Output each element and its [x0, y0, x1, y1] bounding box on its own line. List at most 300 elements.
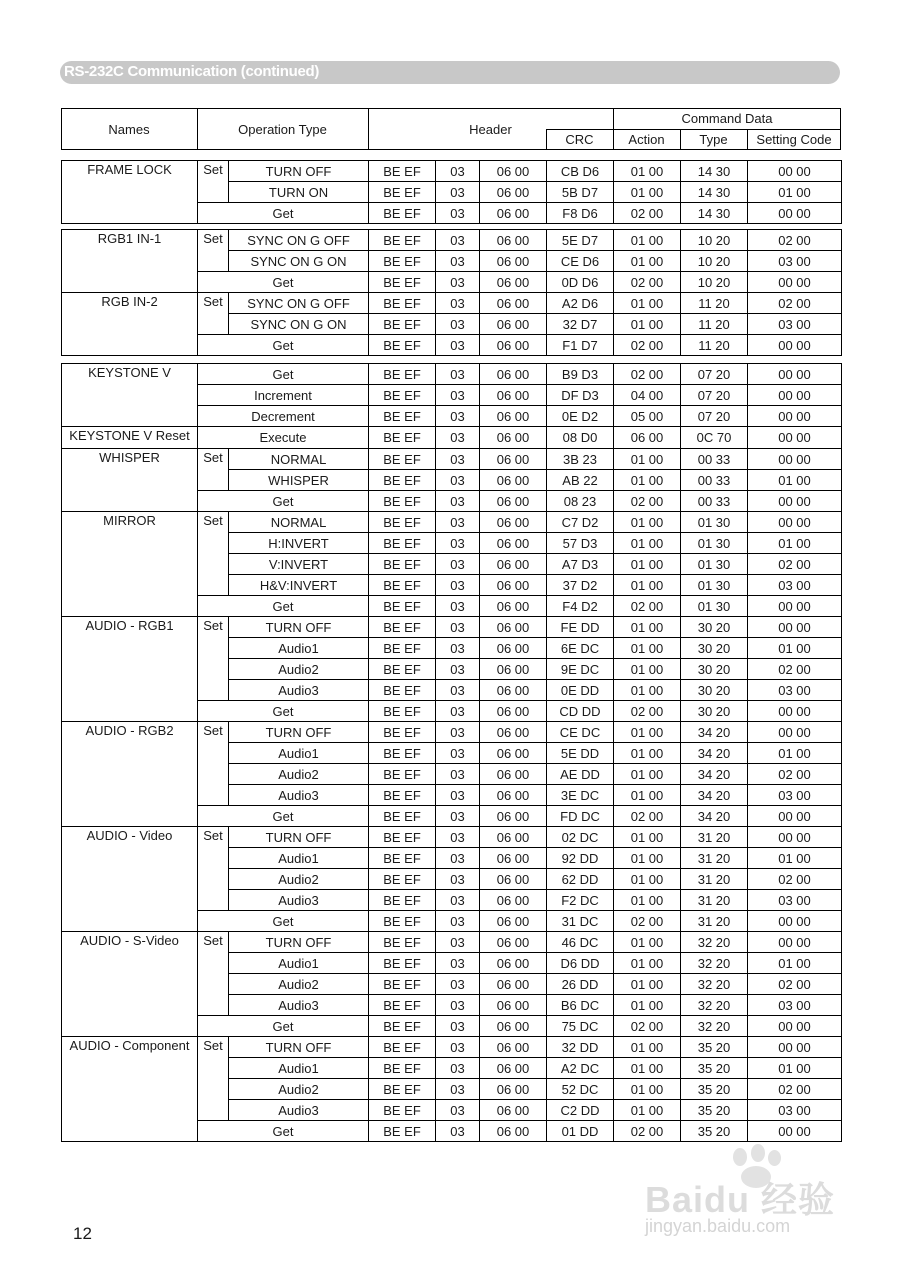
action-value: 01 00 [614, 1058, 681, 1079]
setting-code-value: 00 00 [748, 406, 842, 427]
operation: Get [198, 364, 369, 385]
type-value: 31 20 [681, 869, 748, 890]
type-value: 11 20 [681, 314, 748, 335]
watermark-logo: Baidu 经验 [645, 1179, 836, 1220]
header-id: 06 00 [480, 638, 547, 659]
type-value: 10 20 [681, 272, 748, 293]
header-bytes: BE EF [369, 533, 436, 554]
type-value: 35 20 [681, 1058, 748, 1079]
header-bytes: BE EF [369, 1079, 436, 1100]
type-value: 34 20 [681, 764, 748, 785]
set-label: Set [198, 1037, 229, 1121]
header-size: 03 [436, 764, 480, 785]
header-id: 06 00 [480, 827, 547, 848]
setting-code-value: 02 00 [748, 230, 842, 251]
table-row [62, 364, 842, 385]
action-value: 01 00 [614, 974, 681, 995]
setting-code-value: 00 00 [748, 827, 842, 848]
set-label: Set [198, 230, 229, 272]
operation: Audio2 [229, 869, 369, 890]
action-value: 04 00 [614, 385, 681, 406]
page-number: 12 [73, 1224, 92, 1243]
crc-value: 3E DC [547, 785, 614, 806]
header-bytes: BE EF [369, 701, 436, 722]
type-value: 01 30 [681, 575, 748, 596]
operation: Audio2 [229, 974, 369, 995]
action-value: 02 00 [614, 1016, 681, 1037]
operation: V:INVERT [229, 554, 369, 575]
crc-value: F4 D2 [547, 596, 614, 617]
table-row [62, 449, 842, 470]
action-value: 01 00 [614, 470, 681, 491]
crc-value: 75 DC [547, 1016, 614, 1037]
header-size: 03 [436, 743, 480, 764]
crc-value: C2 DD [547, 1100, 614, 1121]
header-bytes: BE EF [369, 314, 436, 335]
action-value: 01 00 [614, 953, 681, 974]
setting-code-value: 01 00 [748, 533, 842, 554]
type-value: 35 20 [681, 1100, 748, 1121]
type-value: 0C 70 [681, 427, 748, 449]
watermark [645, 1148, 845, 1248]
header-size: 03 [436, 827, 480, 848]
type-value: 31 20 [681, 911, 748, 932]
header-size: 03 [436, 470, 480, 491]
type-value: 31 20 [681, 848, 748, 869]
header-bytes: BE EF [369, 743, 436, 764]
header-bytes: BE EF [369, 1121, 436, 1142]
operation: Get [198, 1121, 369, 1142]
table-row [62, 1037, 842, 1058]
operation: SYNC ON G OFF [229, 293, 369, 314]
header-bytes: BE EF [369, 293, 436, 314]
header-size: 03 [436, 995, 480, 1016]
operation: Get [198, 272, 369, 293]
setting-code-value: 03 00 [748, 251, 842, 272]
operation: Increment [198, 385, 369, 406]
setting-code-value: 02 00 [748, 659, 842, 680]
action-value: 01 00 [614, 1079, 681, 1100]
crc-value: DF D3 [547, 385, 614, 406]
crc-value: A2 DC [547, 1058, 614, 1079]
operation: Audio3 [229, 995, 369, 1016]
header-bytes: BE EF [369, 764, 436, 785]
action-value: 01 00 [614, 314, 681, 335]
type-value: 07 20 [681, 406, 748, 427]
header-size: 03 [436, 785, 480, 806]
header-bytes: BE EF [369, 848, 436, 869]
operation: Audio1 [229, 1058, 369, 1079]
setting-code-value: 02 00 [748, 1079, 842, 1100]
header-id: 06 00 [480, 364, 547, 385]
setting-code-value: 03 00 [748, 890, 842, 911]
type-value: 10 20 [681, 230, 748, 251]
header-size: 03 [436, 1037, 480, 1058]
type-value: 11 20 [681, 293, 748, 314]
type-value: 01 30 [681, 512, 748, 533]
setting-code-value: 00 00 [748, 203, 842, 224]
header-bytes: BE EF [369, 890, 436, 911]
setting-code-value: 02 00 [748, 974, 842, 995]
action-value: 01 00 [614, 932, 681, 953]
type-value: 01 30 [681, 596, 748, 617]
header-size: 03 [436, 974, 480, 995]
setting-code-value: 02 00 [748, 869, 842, 890]
crc-value: 62 DD [547, 869, 614, 890]
header-id: 06 00 [480, 701, 547, 722]
setting-code-value: 03 00 [748, 575, 842, 596]
set-label: Set [198, 617, 229, 701]
operation: Audio3 [229, 890, 369, 911]
operation: Audio1 [229, 848, 369, 869]
header-size: 03 [436, 701, 480, 722]
header-id: 06 00 [480, 785, 547, 806]
header-id: 06 00 [480, 512, 547, 533]
command-name: RGB IN-2 [62, 293, 198, 356]
setting-code-value: 01 00 [748, 182, 842, 203]
header-size: 03 [436, 1121, 480, 1142]
action-value: 01 00 [614, 869, 681, 890]
header-bytes: BE EF [369, 911, 436, 932]
action-value: 01 00 [614, 827, 681, 848]
action-value: 01 00 [614, 293, 681, 314]
header-size: 03 [436, 427, 480, 449]
crc-value: F2 DC [547, 890, 614, 911]
action-value: 01 00 [614, 722, 681, 743]
action-value: 01 00 [614, 680, 681, 701]
header-id: 06 00 [480, 533, 547, 554]
setting-code-value: 00 00 [748, 701, 842, 722]
crc-value: 08 23 [547, 491, 614, 512]
setting-code-value: 01 00 [748, 848, 842, 869]
operation: Audio1 [229, 743, 369, 764]
type-value: 34 20 [681, 785, 748, 806]
header-size: 03 [436, 533, 480, 554]
crc-value: CD DD [547, 701, 614, 722]
action-value: 02 00 [614, 335, 681, 356]
type-value: 30 20 [681, 680, 748, 701]
command-name: KEYSTONE V [62, 364, 198, 427]
operation: TURN OFF [229, 722, 369, 743]
type-value: 31 20 [681, 890, 748, 911]
crc-value: FD DC [547, 806, 614, 827]
operation: Audio3 [229, 785, 369, 806]
table-row [62, 161, 842, 182]
header-bytes: BE EF [369, 364, 436, 385]
action-value: 01 00 [614, 743, 681, 764]
crc-value: A7 D3 [547, 554, 614, 575]
type-value: 35 20 [681, 1079, 748, 1100]
header-size: 03 [436, 659, 480, 680]
setting-code-value: 01 00 [748, 638, 842, 659]
action-value: 01 00 [614, 251, 681, 272]
header-bytes: BE EF [369, 182, 436, 203]
header-bytes: BE EF [369, 575, 436, 596]
type-value: 07 20 [681, 364, 748, 385]
command-name: AUDIO - RGB1 [62, 617, 198, 722]
type-value: 14 30 [681, 161, 748, 182]
action-value: 01 00 [614, 575, 681, 596]
header-id: 06 00 [480, 203, 547, 224]
header-bytes: BE EF [369, 1100, 436, 1121]
operation: Audio1 [229, 638, 369, 659]
setting-code-value: 00 00 [748, 596, 842, 617]
table-header [61, 108, 841, 150]
header-size: 03 [436, 314, 480, 335]
operation: TURN ON [229, 182, 369, 203]
crc-value: A2 D6 [547, 293, 614, 314]
crc-value: B9 D3 [547, 364, 614, 385]
set-label: Set [198, 293, 229, 335]
crc-value: F1 D7 [547, 335, 614, 356]
header-size: 03 [436, 406, 480, 427]
type-value: 35 20 [681, 1121, 748, 1142]
operation: TURN OFF [229, 827, 369, 848]
header-id: 06 00 [480, 764, 547, 785]
type-value: 30 20 [681, 659, 748, 680]
crc-value: 02 DC [547, 827, 614, 848]
header-id: 06 00 [480, 1016, 547, 1037]
header-size: 03 [436, 638, 480, 659]
header-size: 03 [436, 182, 480, 203]
command-name: FRAME LOCK [62, 161, 198, 224]
header-id: 06 00 [480, 932, 547, 953]
header-bytes: BE EF [369, 953, 436, 974]
command-table-frame-lock [61, 160, 842, 224]
operation: TURN OFF [229, 617, 369, 638]
header-size: 03 [436, 932, 480, 953]
operation: SYNC ON G ON [229, 251, 369, 272]
header-id: 06 00 [480, 1079, 547, 1100]
header-id: 06 00 [480, 848, 547, 869]
action-value: 01 00 [614, 182, 681, 203]
header-id: 06 00 [480, 743, 547, 764]
setting-code-value: 00 00 [748, 932, 842, 953]
header-action: Action [628, 132, 665, 147]
header-id: 06 00 [480, 659, 547, 680]
header-bytes: BE EF [369, 659, 436, 680]
setting-code-value: 03 00 [748, 314, 842, 335]
header-bytes: BE EF [369, 638, 436, 659]
crc-value: 92 DD [547, 848, 614, 869]
crc-value: 52 DC [547, 1079, 614, 1100]
header-bytes: BE EF [369, 335, 436, 356]
crc-value: 0E DD [547, 680, 614, 701]
setting-code-value: 00 00 [748, 512, 842, 533]
header-size: 03 [436, 554, 480, 575]
command-table-rgb-input [61, 229, 842, 356]
command-name: RGB1 IN-1 [62, 230, 198, 293]
operation: SYNC ON G OFF [229, 230, 369, 251]
crc-value: CE DC [547, 722, 614, 743]
crc-value: 5E D7 [547, 230, 614, 251]
operation: H&V:INVERT [229, 575, 369, 596]
type-value: 01 30 [681, 554, 748, 575]
setting-code-value: 00 00 [748, 1037, 842, 1058]
set-label: Set [198, 932, 229, 1016]
crc-value: 0E D2 [547, 406, 614, 427]
header-bytes: BE EF [369, 470, 436, 491]
header-size: 03 [436, 575, 480, 596]
crc-value: 37 D2 [547, 575, 614, 596]
operation: Audio2 [229, 1079, 369, 1100]
type-value: 00 33 [681, 449, 748, 470]
type-value: 10 20 [681, 251, 748, 272]
action-value: 01 00 [614, 512, 681, 533]
action-value: 01 00 [614, 161, 681, 182]
operation: Get [198, 335, 369, 356]
crc-value: C7 D2 [547, 512, 614, 533]
header-bytes: BE EF [369, 203, 436, 224]
action-value: 02 00 [614, 911, 681, 932]
header-bytes: BE EF [369, 1037, 436, 1058]
operation: H:INVERT [229, 533, 369, 554]
operation: Audio3 [229, 680, 369, 701]
table-row [62, 512, 842, 533]
action-value: 02 00 [614, 806, 681, 827]
header-bytes: BE EF [369, 680, 436, 701]
setting-code-value: 00 00 [748, 427, 842, 449]
setting-code-value: 00 00 [748, 1121, 842, 1142]
header-bytes: BE EF [369, 491, 436, 512]
header-header: Header [469, 121, 512, 137]
action-value: 02 00 [614, 272, 681, 293]
setting-code-value: 03 00 [748, 995, 842, 1016]
table-row [62, 293, 842, 314]
action-value: 01 00 [614, 659, 681, 680]
header-size: 03 [436, 1100, 480, 1121]
table-row [62, 427, 842, 449]
header-id: 06 00 [480, 491, 547, 512]
header-bytes: BE EF [369, 932, 436, 953]
header-id: 06 00 [480, 911, 547, 932]
setting-code-value: 03 00 [748, 680, 842, 701]
type-value: 00 33 [681, 470, 748, 491]
operation: Audio2 [229, 659, 369, 680]
action-value: 05 00 [614, 406, 681, 427]
header-id: 06 00 [480, 230, 547, 251]
type-value: 00 33 [681, 491, 748, 512]
header-size: 03 [436, 1058, 480, 1079]
setting-code-value: 00 00 [748, 161, 842, 182]
header-id: 06 00 [480, 995, 547, 1016]
header-bytes: BE EF [369, 230, 436, 251]
action-value: 02 00 [614, 701, 681, 722]
header-id: 06 00 [480, 617, 547, 638]
header-bytes: BE EF [369, 596, 436, 617]
watermark-url: jingyan.baidu.com [645, 1216, 791, 1236]
header-id: 06 00 [480, 1100, 547, 1121]
header-size: 03 [436, 385, 480, 406]
crc-value: AE DD [547, 764, 614, 785]
setting-code-value: 02 00 [748, 554, 842, 575]
operation: TURN OFF [229, 1037, 369, 1058]
type-value: 32 20 [681, 974, 748, 995]
action-value: 01 00 [614, 848, 681, 869]
setting-code-value: 00 00 [748, 364, 842, 385]
header-bytes: BE EF [369, 406, 436, 427]
type-value: 34 20 [681, 722, 748, 743]
operation: NORMAL [229, 449, 369, 470]
header-size: 03 [436, 293, 480, 314]
header-id: 06 00 [480, 1037, 547, 1058]
setting-code-value: 00 00 [748, 911, 842, 932]
type-value: 30 20 [681, 701, 748, 722]
header-size: 03 [436, 911, 480, 932]
type-value: 30 20 [681, 638, 748, 659]
header-size: 03 [436, 890, 480, 911]
command-name: AUDIO - Component [62, 1037, 198, 1142]
operation: Get [198, 701, 369, 722]
header-crc: CRC [565, 132, 594, 147]
header-id: 06 00 [480, 806, 547, 827]
header-id: 06 00 [480, 161, 547, 182]
setting-code-value: 01 00 [748, 953, 842, 974]
operation: NORMAL [229, 512, 369, 533]
header-id: 06 00 [480, 554, 547, 575]
command-table-keystone-audio [61, 363, 842, 1142]
type-value: 31 20 [681, 827, 748, 848]
header-bytes: BE EF [369, 722, 436, 743]
operation: Get [198, 806, 369, 827]
setting-code-value: 00 00 [748, 335, 842, 356]
header-id: 06 00 [480, 953, 547, 974]
crc-value: 9E DC [547, 659, 614, 680]
command-name: KEYSTONE V Reset [62, 427, 198, 449]
crc-value: B6 DC [547, 995, 614, 1016]
type-value: 14 30 [681, 182, 748, 203]
type-value: 32 20 [681, 953, 748, 974]
crc-value: 6E DC [547, 638, 614, 659]
crc-value: 3B 23 [547, 449, 614, 470]
header-size: 03 [436, 364, 480, 385]
header-id: 06 00 [480, 1058, 547, 1079]
action-value: 01 00 [614, 785, 681, 806]
operation: WHISPER [229, 470, 369, 491]
header-size: 03 [436, 722, 480, 743]
header-bytes: BE EF [369, 806, 436, 827]
operation: Get [198, 1016, 369, 1037]
set-label: Set [198, 827, 229, 911]
header-id: 06 00 [480, 293, 547, 314]
header-bytes: BE EF [369, 827, 436, 848]
setting-code-value: 00 00 [748, 617, 842, 638]
table-row [62, 827, 842, 848]
crc-value: 32 D7 [547, 314, 614, 335]
action-value: 01 00 [614, 617, 681, 638]
setting-code-value: 00 00 [748, 272, 842, 293]
table-row [62, 722, 842, 743]
command-name: WHISPER [62, 449, 198, 512]
operation: Decrement [198, 406, 369, 427]
action-value: 02 00 [614, 364, 681, 385]
type-value: 14 30 [681, 203, 748, 224]
operation: Audio2 [229, 764, 369, 785]
operation: TURN OFF [229, 161, 369, 182]
header-size: 03 [436, 251, 480, 272]
setting-code-value: 00 00 [748, 385, 842, 406]
setting-code-value: 01 00 [748, 743, 842, 764]
header-bytes: BE EF [369, 427, 436, 449]
action-value: 01 00 [614, 1037, 681, 1058]
header-size: 03 [436, 1079, 480, 1100]
header-operation-type: Operation Type [238, 121, 327, 137]
crc-value: CB D6 [547, 161, 614, 182]
crc-value: CE D6 [547, 251, 614, 272]
set-label: Set [198, 161, 229, 203]
type-value: 07 20 [681, 385, 748, 406]
header-size: 03 [436, 680, 480, 701]
